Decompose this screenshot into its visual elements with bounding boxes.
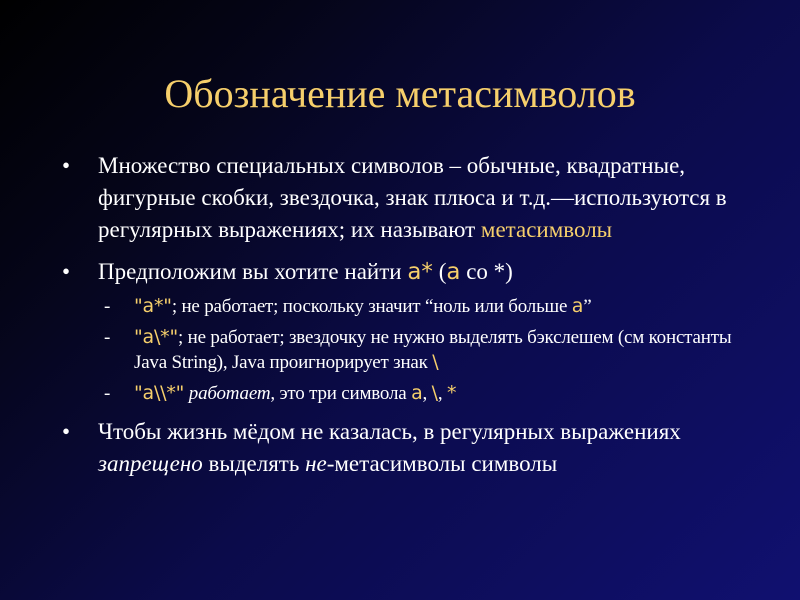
- sub-3-code-4: *: [446, 382, 457, 404]
- sub-2-code: "a\*": [134, 326, 179, 348]
- bullet-3-text-2: выделять: [202, 451, 306, 476]
- sub-3-text-1: , это три символа: [270, 383, 412, 404]
- sub-1-code-2: a: [571, 295, 584, 317]
- sub-3-code: "a\\*": [134, 382, 185, 404]
- bullet-1-highlight: метасимволы: [480, 217, 613, 242]
- sub-3-code-3: \: [431, 382, 438, 404]
- bullet-1-text: Множество специальных символов – обычные, квадратные, фигурные скобки, звездочка, знак плюса и т.д.—используются в регулярных выражениях; их называют: [98, 153, 727, 242]
- sub-2-code-2: \: [432, 351, 439, 373]
- sub-3-code-2: a: [411, 382, 423, 404]
- dash-marker: -: [104, 327, 111, 348]
- sub-3-text-2: ,: [422, 383, 432, 404]
- dash-marker: -: [104, 296, 111, 317]
- bullet-3-emphasis-1: запрещено: [98, 451, 203, 476]
- bullet-marker: •: [62, 153, 71, 178]
- sub-item-1: [58, 294, 758, 319]
- bullet-2-text-2: (: [432, 259, 447, 284]
- slide-title: Обозначение метасимволов: [164, 71, 636, 116]
- dash-marker: -: [104, 383, 111, 404]
- bullet-item-1: [58, 150, 758, 246]
- sub-3-text-3: ,: [437, 383, 447, 404]
- bullet-2-text-3: со *): [460, 259, 513, 284]
- bullet-3-text-3: -метасимволы символы: [326, 451, 558, 476]
- bullet-item-3: [58, 416, 758, 480]
- bullet-item-2: [58, 256, 758, 288]
- bullet-2-code-1: a*: [407, 259, 433, 285]
- sub-1-text-2: ”: [583, 296, 592, 317]
- sub-1-text-1: ; не работает; поскольку значит “ноль или больше: [171, 296, 572, 317]
- bullet-2-code-2: a: [446, 259, 461, 285]
- bullet-2-text-1: Предположим вы хотите найти: [98, 259, 408, 284]
- sub-3-emphasis: работает: [184, 383, 271, 404]
- bullet-3-text-1: Чтобы жизнь мёдом не казалась, в регулярных выражениях: [98, 419, 681, 444]
- sub-item-3: [58, 381, 758, 406]
- bullet-3-emphasis-2: не: [305, 451, 327, 476]
- sub-1-code: "a*": [134, 295, 172, 317]
- bullet-marker: •: [62, 419, 71, 444]
- sub-item-2: [58, 325, 758, 375]
- bullet-marker: •: [62, 259, 71, 284]
- sub-2-text-1: ; не работает; звездочку не нужно выделять бэкслешем (см константы Java String), Java проигнорирует знак: [134, 327, 732, 373]
- bullet-list: [58, 150, 758, 480]
